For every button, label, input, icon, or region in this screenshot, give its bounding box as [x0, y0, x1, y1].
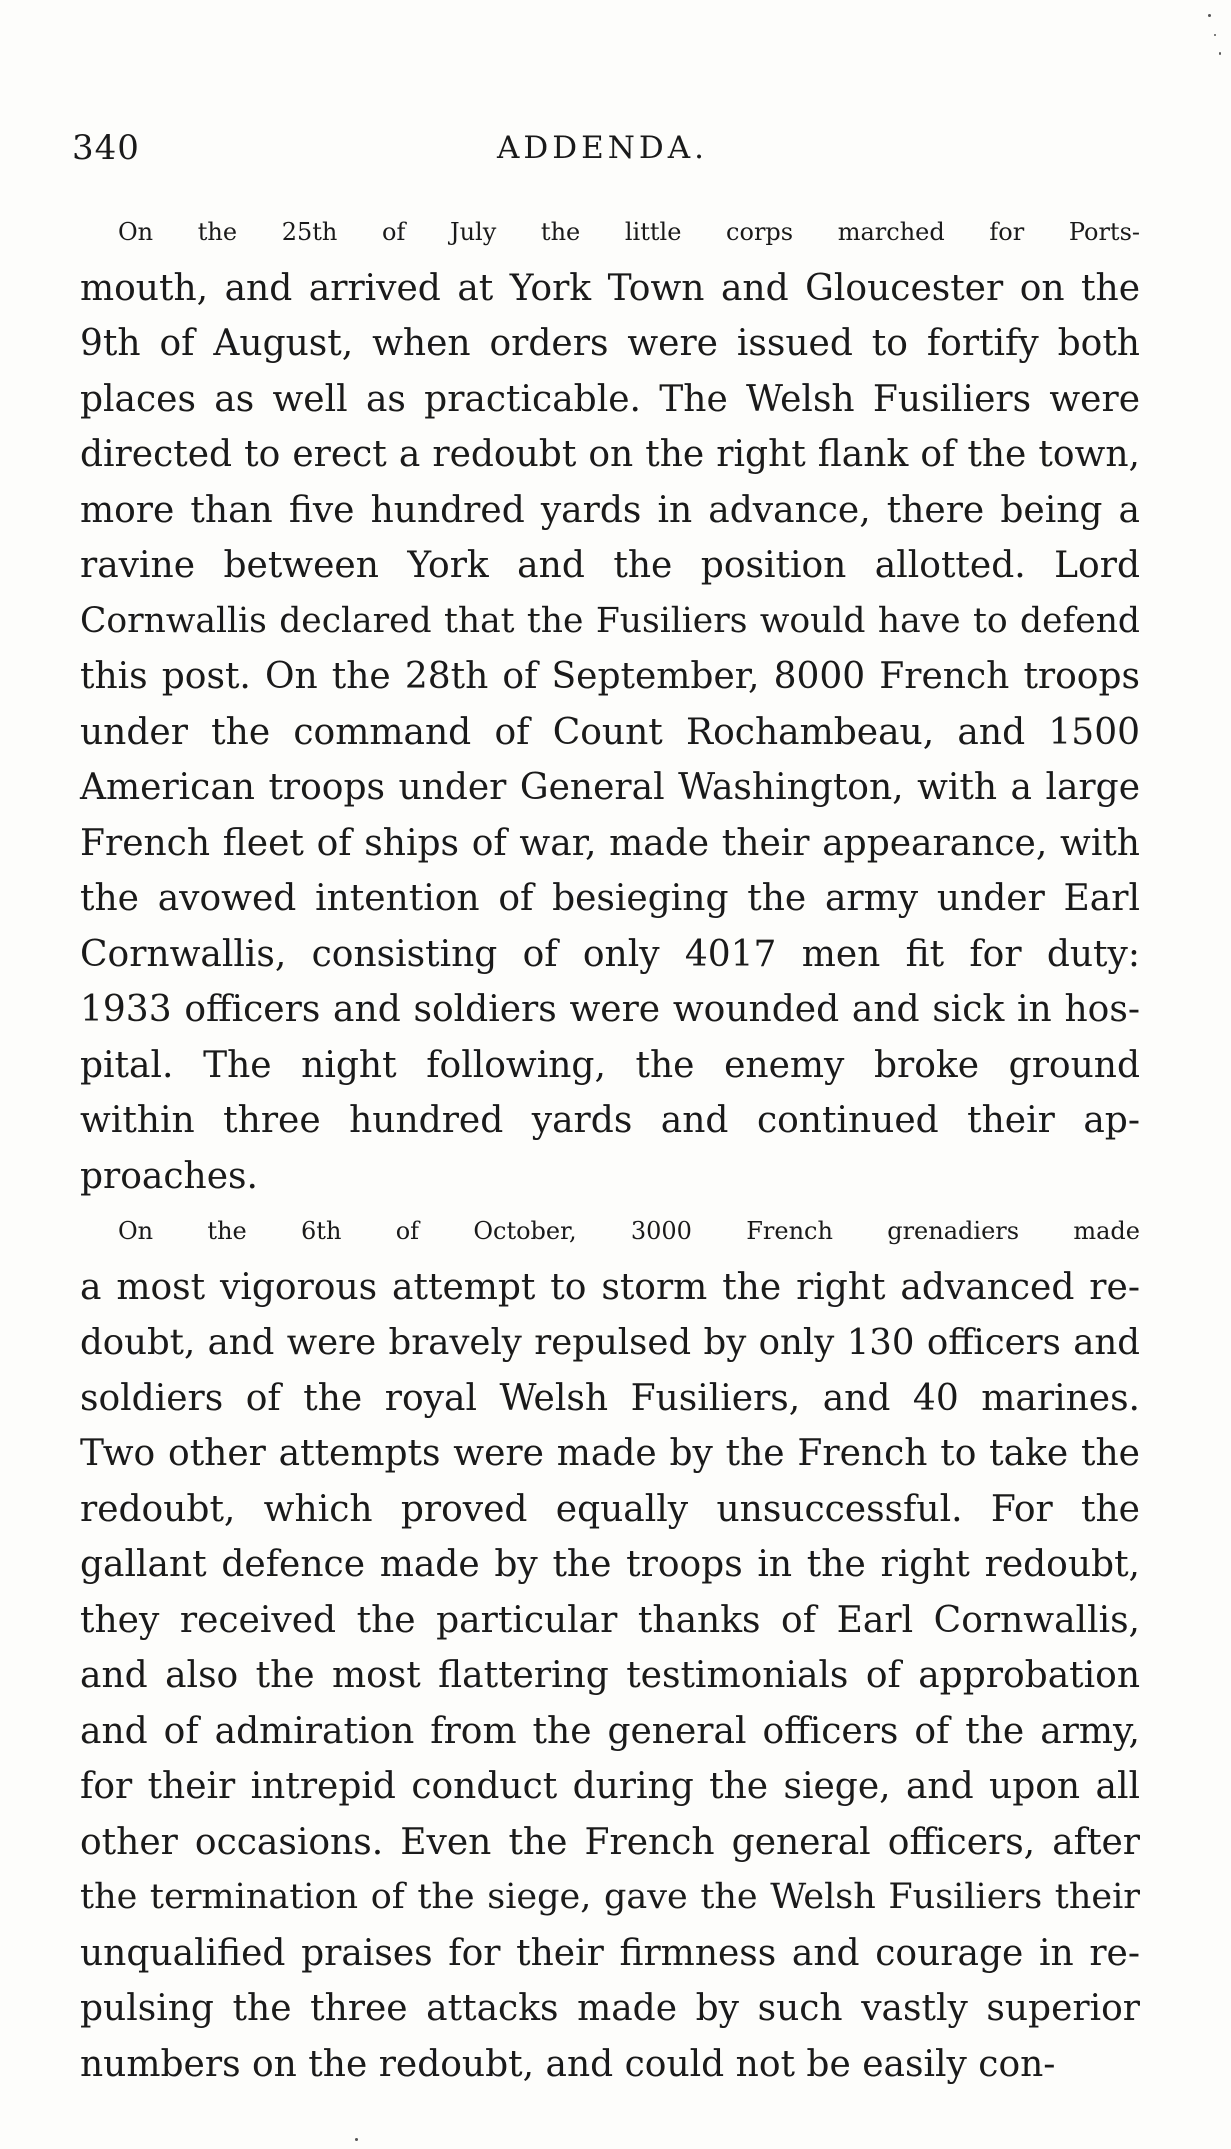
text-line: doubt, and were bravely repulsed by only 130 officers and	[80, 1322, 1140, 1363]
text-line: within three hundred yards and continued their ap-	[80, 1100, 1140, 1141]
text-line: mouth, and arrived at York Town and Gloucester on the	[80, 267, 1140, 309]
text-line: 1933 officers and soldiers were wounded and sick in hos-	[80, 989, 1140, 1030]
text-line: under the command of Count Rochambeau, and 1500	[80, 711, 1140, 753]
text-line: a most vigorous attempt to storm the right advanced re-	[80, 1266, 1140, 1308]
text-line: for their intrepid conduct during the siege, and upon all	[80, 1766, 1140, 1807]
text-line: pital. The night following, the enemy broke ground	[80, 1044, 1140, 1086]
text-line: Cornwallis, consisting of only 4017 men fit for duty:	[80, 933, 1140, 975]
text-line: French fleet of ships of war, made their appearance, with	[80, 822, 1140, 864]
text-line: On the 6th of October, 3000 French grenadiers made	[118, 1217, 1140, 1245]
text-line: more than five hundred yards in advance, there being a	[80, 489, 1140, 531]
text-line: gallant defence made by the troops in the right redoubt,	[80, 1544, 1140, 1585]
text-line: and also the most flattering testimonials of approbation	[80, 1655, 1140, 1696]
text-line: soldiers of the royal Welsh Fusiliers, and 40 marines.	[80, 1377, 1140, 1419]
page-number: 340	[72, 128, 140, 168]
text-line: and of admiration from the general officers of the army,	[80, 1710, 1140, 1752]
running-head: ADDENDA.	[497, 130, 708, 166]
text-line: directed to erect a redoubt on the right flank of the town,	[80, 434, 1140, 475]
text-line: places as well as practicable. The Welsh Fusiliers were	[80, 378, 1140, 420]
paragraph	[80, 205, 1140, 1204]
text-line: the termination of the siege, gave the Welsh Fusiliers their	[80, 1877, 1140, 1917]
text-line: pulsing the three attacks made by such vastly superior	[80, 1988, 1140, 2029]
scan-speck	[1219, 52, 1221, 55]
page-header	[72, 128, 1152, 172]
text-line: they received the particular thanks of Earl Cornwallis,	[80, 1599, 1140, 1641]
text-line: Two other attempts were made by the French to take the	[80, 1433, 1140, 1474]
text-line: 9th of August, when orders were issued to fortify both	[80, 323, 1140, 364]
text-line: other occasions. Even the French general officers, after	[80, 1821, 1140, 1863]
text-line: this post. On the 28th of September, 8000 French troops	[80, 656, 1140, 697]
text-line: ravine between York and the position allotted. Lord	[80, 545, 1140, 586]
text-line: American troops under General Washington, with a large	[80, 767, 1140, 808]
text-line: proaches.	[80, 1155, 258, 1197]
text-line: redoubt, which proved equally unsuccessful. For the	[80, 1488, 1140, 1530]
body-text	[80, 205, 1140, 2092]
text-line: numbers on the redoubt, and could not be easily con-	[80, 2043, 1056, 2085]
scan-speck	[355, 2138, 358, 2141]
paragraph	[80, 1204, 1140, 2092]
text-line: unqualified praises for their firmness and courage in re-	[80, 1932, 1140, 1974]
scan-speck	[1208, 14, 1211, 17]
text-line: On the 25th of July the little corps marched for Ports-	[118, 218, 1140, 246]
text-line: the avowed intention of besieging the army under Earl	[80, 878, 1140, 919]
scan-speck	[1214, 34, 1216, 36]
text-line: Cornwallis declared that the Fusiliers would have to defend	[80, 600, 1140, 641]
